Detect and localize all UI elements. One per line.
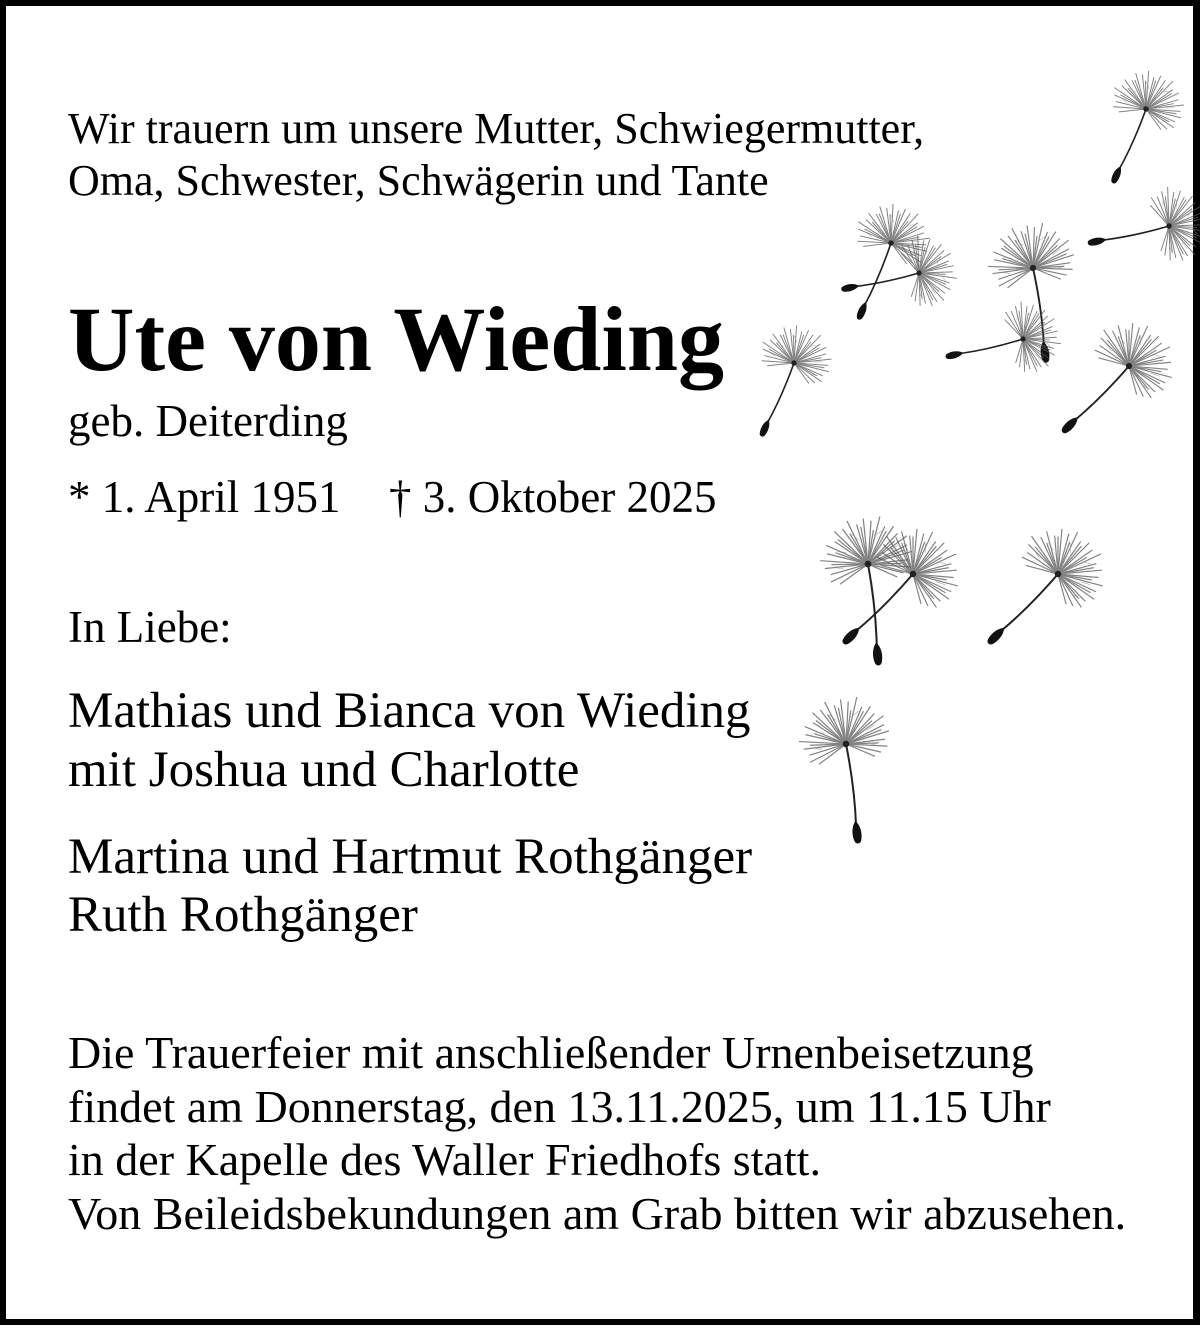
- ceremony-line: findet am Donnerstag, den 13.11.2025, um 11.15 Uhr: [68, 1080, 1051, 1132]
- ceremony-info: [68, 1026, 1126, 1241]
- deceased-name: Ute von Wieding: [68, 288, 725, 390]
- mourner-line: mit Joshua und Charlotte: [68, 742, 580, 798]
- life-dates: [68, 472, 717, 522]
- mourner-line: Martina und Hartmut Rothgänger: [68, 829, 753, 885]
- death-date: † 3. Oktober 2025: [389, 472, 717, 522]
- intro-line: Wir trauern um unsere Mutter, Schwiegermutter,: [68, 104, 925, 153]
- maiden-name: geb. Deiterding: [68, 396, 348, 446]
- ceremony-line: Die Trauerfeier mit anschließender Urnenbeisetzung: [68, 1027, 1034, 1078]
- intro-line: Oma, Schwester, Schwägerin und Tante: [68, 156, 769, 205]
- mourner-group: [68, 828, 752, 944]
- ceremony-line: in der Kapelle des Waller Friedhofs statt.: [68, 1134, 821, 1186]
- mourner-line: Ruth Rothgänger: [68, 887, 418, 943]
- birth-date: * 1. April 1951: [68, 472, 341, 522]
- mourner-line: Mathias und Bianca von Wieding: [68, 683, 751, 739]
- ceremony-line: Von Beileidsbekundungen am Grab bitten wir abzusehen.: [68, 1188, 1127, 1240]
- mourners-heading: In Liebe:: [68, 602, 232, 652]
- mourner-group: [68, 682, 751, 800]
- intro-text: [68, 103, 924, 207]
